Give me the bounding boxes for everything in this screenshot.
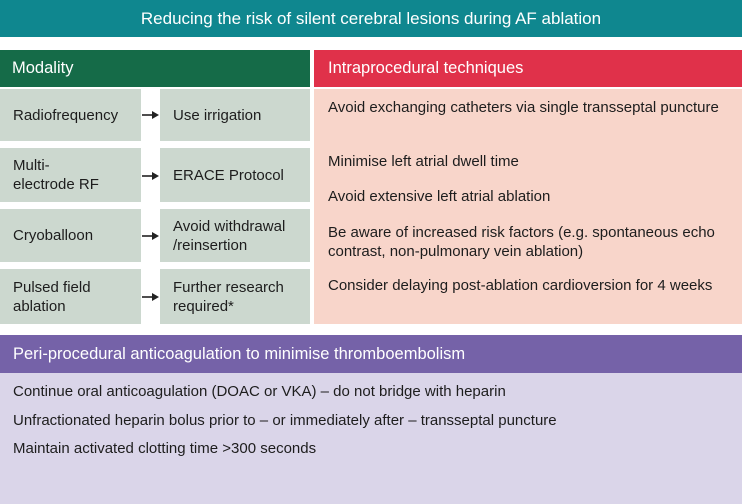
modality-header: Modality: [0, 50, 310, 87]
intraprocedural-item: Be aware of increased risk factors (e.g. spontaneous echo contrast, non-pulmonary vein ablation): [328, 224, 715, 260]
modality-multi-electrode-rf: Multi-electrode RF: [0, 148, 141, 202]
intraprocedural-item: Avoid extensive left atrial ablation: [328, 188, 551, 205]
arrow-right-icon: [141, 229, 160, 243]
intraprocedural-header: Intraprocedural techniques: [314, 50, 742, 87]
modality-cryoballoon: Cryoballoon: [0, 209, 141, 262]
technique-use-irrigation: Use irrigation: [160, 89, 310, 141]
intraprocedural-item: Minimise left atrial dwell time: [328, 153, 519, 170]
arrow-right-icon: [141, 169, 160, 183]
modality-pulsed-field-ablation: Pulsed field ablation: [0, 269, 141, 324]
technique-erace-protocol: ERACE Protocol: [160, 148, 310, 202]
technique-further-research: Further research required*: [160, 269, 310, 324]
periprocedural-header: Peri-procedural anticoagulation to minimise thromboembolism: [0, 335, 742, 373]
periprocedural-item: Unfractionated heparin bolus prior to – or immediately after – transseptal puncture: [13, 412, 557, 429]
intraprocedural-item: Consider delaying post-ablation cardioversion for 4 weeks: [328, 277, 713, 294]
diagram-title: Reducing the risk of silent cerebral lesions during AF ablation: [0, 0, 742, 37]
arrow-right-icon: [141, 290, 160, 304]
intraprocedural-item: Avoid exchanging catheters via single transseptal puncture: [328, 99, 719, 116]
periprocedural-item: Maintain activated clotting time >300 seconds: [13, 440, 317, 457]
technique-avoid-withdrawal: Avoid withdrawal /reinsertion: [160, 209, 310, 262]
modality-radiofrequency: Radiofrequency: [0, 89, 141, 141]
arrow-right-icon: [141, 108, 160, 122]
periprocedural-item: Continue oral anticoagulation (DOAC or VKA) – do not bridge with heparin: [13, 383, 506, 400]
